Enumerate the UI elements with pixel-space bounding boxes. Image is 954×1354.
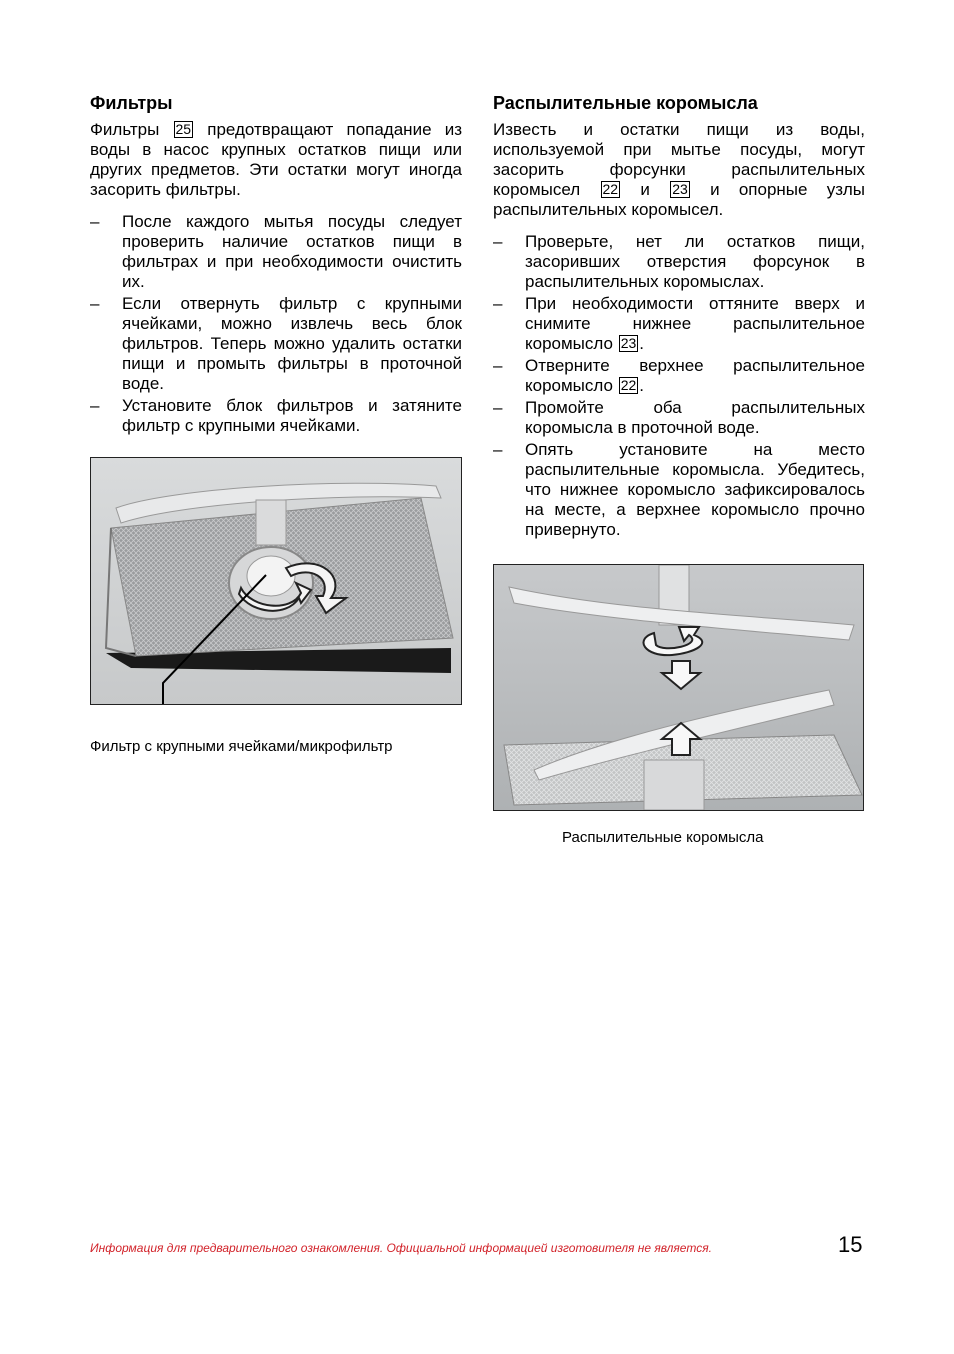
bullet-dash: – xyxy=(493,398,503,417)
lower-arm-pipe xyxy=(644,760,704,810)
bullet-dash: – xyxy=(90,212,100,231)
ref-box-23: 23 xyxy=(620,335,637,351)
list-item-text: Если отвернуть фильтр с крупными ячейками, можно извлечь весь блок фильтров. Теперь можно удалить остатки пищи и промыть фильтры в проточной воде. xyxy=(122,294,462,393)
bullet-dash: – xyxy=(90,396,100,415)
list-item-text: После каждого мытья посуды следует проверить наличие остатков пищи в фильтрах и при необходимости очистить их. xyxy=(122,212,462,291)
spray-arms-illustration xyxy=(493,564,864,811)
list-item-text: Установите блок фильтров и затяните фильтр с крупными ячейками. xyxy=(122,396,462,435)
page-number: 15 xyxy=(838,1232,863,1257)
arm-hub xyxy=(256,500,286,545)
list-item xyxy=(493,294,865,354)
bullet-dash: – xyxy=(493,232,503,251)
filter-illustration xyxy=(90,457,462,705)
filters-heading: Фильтры xyxy=(90,93,173,113)
list-item xyxy=(90,396,462,436)
filters-intro-text-rest: предотвращают попадание из воды в насос крупных остатков пищи или других предметов. Эти остатки могут иногда засорить фильтры. xyxy=(90,120,462,199)
coarse-filter-opening xyxy=(247,556,295,596)
period: . xyxy=(639,376,645,395)
list-item xyxy=(90,212,462,292)
list-item-text: Проверьте, нет ли остатков пищи, засоривших отверстия форсунок в распылительных коромыслах. xyxy=(525,232,865,291)
filters-intro-text: Фильтры xyxy=(90,120,160,139)
disclaimer-note: Информация для предварительного ознакомления. Официальной информацией изготовителя не является. xyxy=(90,1241,712,1255)
period: . xyxy=(639,334,645,353)
spray-intro-text: Известь и остатки пищи из воды, используемой при мытье посуды, могут засорить форсунки распылительных коромысел xyxy=(493,120,865,199)
list-item xyxy=(493,440,865,540)
spray-arms-steps xyxy=(493,232,865,540)
list-item-text: Промойте оба распылительных коромысла в проточной воде. xyxy=(525,398,865,437)
spray-intro-and: и xyxy=(640,180,650,199)
spray-arms-drawing xyxy=(494,565,863,810)
ref-box-22: 22 xyxy=(620,377,637,393)
arrow-down-icon xyxy=(662,661,700,689)
list-item xyxy=(493,398,865,438)
filters-section xyxy=(90,92,462,438)
list-item-text: При необходимости оттяните вверх и снимите нижнее распылительное коромысло xyxy=(525,294,865,353)
unscrew-arrow-icon xyxy=(644,627,703,655)
bullet-dash: – xyxy=(493,440,503,459)
list-item xyxy=(493,232,865,292)
bullet-dash: – xyxy=(90,294,100,313)
list-item xyxy=(90,294,462,394)
bullet-dash: – xyxy=(493,356,503,375)
list-item xyxy=(493,356,865,396)
ref-box-22: 22 xyxy=(602,181,619,197)
spray-arms-intro xyxy=(493,120,865,220)
filter-drawing xyxy=(91,458,461,704)
ref-box-23: 23 xyxy=(672,181,688,197)
spray-arms-caption: Распылительные коромысла xyxy=(562,829,764,846)
spray-arms-section xyxy=(493,92,865,542)
spray-arms-heading: Распылительные коромысла xyxy=(493,93,758,113)
ref-box-25: 25 xyxy=(175,121,192,137)
filter-caption: Фильтр с крупными ячейками/микрофильтр xyxy=(90,738,393,755)
spray-intro-text-rest: и опорные узлы распылительных коромысел. xyxy=(493,180,865,219)
filters-intro xyxy=(90,120,462,200)
filters-steps xyxy=(90,212,462,436)
bullet-dash: – xyxy=(493,294,503,313)
list-item-text: Отверните верхнее распылительное коромысло xyxy=(525,356,865,395)
list-item-text: Опять установите на место распылительные коромысла. Убедитесь, что нижнее коромысло зафиксировалось на месте, а верхнее коромысло прочно привернуто. xyxy=(525,440,865,539)
